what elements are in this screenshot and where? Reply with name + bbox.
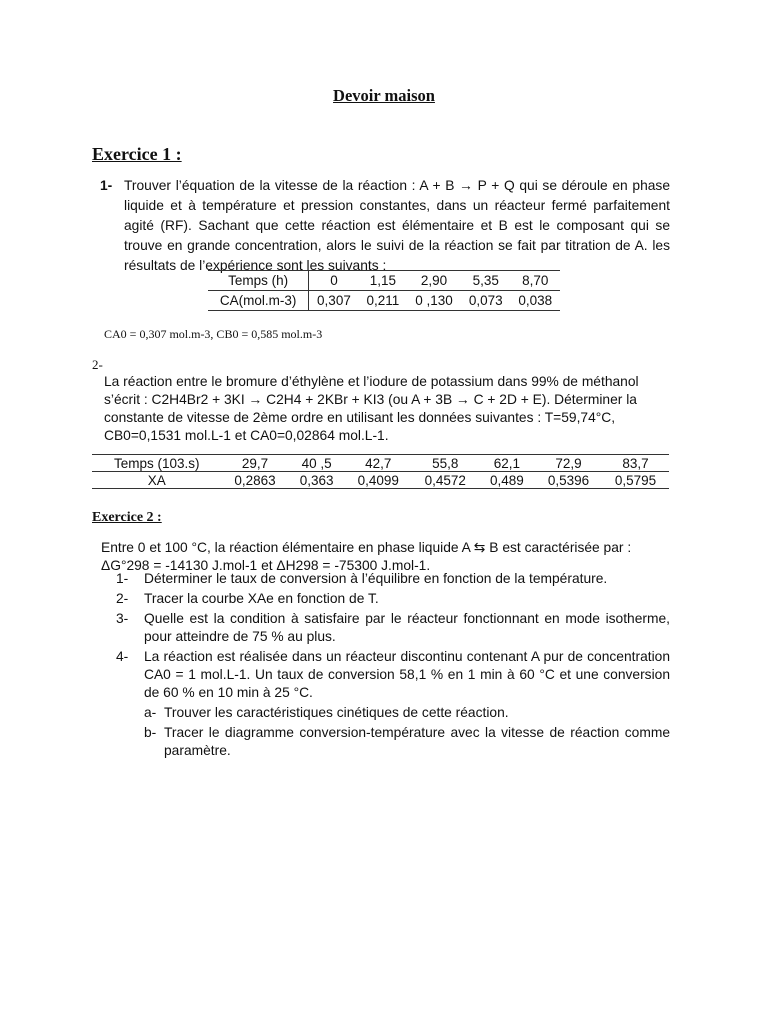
table-row-label: Temps (h) (208, 271, 309, 291)
table-cell: 83,7 (602, 455, 669, 472)
table-cell: 0,4572 (412, 472, 479, 489)
question2-data-table (92, 454, 669, 489)
table-cell: 2,90 (407, 271, 461, 291)
item-number: 2- (116, 591, 129, 606)
exercise1-question2 (104, 373, 670, 445)
exercise2-heading: Exercice 2 : (92, 510, 162, 525)
item-text: Tracer la courbe XAe en fonction de T. (144, 591, 379, 606)
table-cell: 42,7 (345, 455, 412, 472)
table-row-label: XA (92, 472, 222, 489)
list-item (116, 610, 670, 646)
question1-number: 1- (100, 178, 113, 193)
table-row-label: CA(mol.m-3) (208, 291, 309, 311)
table-cell: 40 ,5 (289, 455, 345, 472)
table-cell: 0,5795 (602, 472, 669, 489)
table-cell: 0,307 (309, 291, 359, 311)
intro-line: Entre 0 et 100 °C, la réaction élémentaire en phase liquide A ⇆ B est caractérisée par : (101, 540, 632, 555)
table-cell: 0 ,130 (407, 291, 461, 311)
table-cell: 0,038 (510, 291, 560, 311)
exercise1-heading: Exercice 1 : (92, 144, 182, 164)
table-row (92, 455, 669, 472)
question1-data-table (208, 270, 560, 311)
initial-concentrations: CA0 = 0,307 mol.m-3, CB0 = 0,585 mol.m-3 (104, 327, 323, 341)
item-text: La réaction est réalisée dans un réacteur discontinu contenant A pur de concentration CA0 = 1 mol.L-1. Un taux de conversion 58,1 % en 1 min à 60 °C et une conversion de 60 % en 10 min à 25 °C. (144, 649, 670, 700)
item-text: Déterminer le taux de conversion à l’équilibre en fonction de la température. (144, 571, 608, 586)
question2-line: La réaction entre le bromure d’éthylène et l’iodure de potassium dans 99% de méthanol (104, 374, 639, 389)
item-number: 1- (116, 571, 129, 586)
exercise2-question-list (116, 570, 670, 760)
table-cell: 55,8 (412, 455, 479, 472)
table-cell: 0,4099 (345, 472, 412, 489)
table-cell: 0,2863 (222, 472, 289, 489)
table-cell: 72,9 (535, 455, 602, 472)
question2-line: constante de vitesse de 2ème ordre en utilisant les données suivantes : T=59,74°C, (104, 410, 616, 425)
table-cell: 0,211 (359, 291, 407, 311)
table-row (208, 291, 560, 311)
table-cell: 0,073 (461, 291, 511, 311)
table-cell: 62,1 (479, 455, 535, 472)
sub-item-letter: b- (144, 725, 157, 740)
list-item (116, 590, 670, 608)
sub-item-text: Tracer le diagramme conversion-température avec la vitesse de réaction comme paramètre. (164, 725, 670, 758)
table-cell: 8,70 (510, 271, 560, 291)
question1-text: Trouver l’équation de la vitesse de la réaction : A + B → P + Q qui se déroule en phase liquide et à température et pression constantes, dans un réacteur fermé parfaitement agité (RF). Sachant que cette réaction est élémentaire et B est le composant qui se trouve en grande concentration, alors le suivi de la réaction se fait par titration de A. les résultats de l’expérience sont les suivants : (124, 178, 670, 273)
item-number: 3- (116, 611, 129, 626)
table-row (208, 271, 560, 291)
question2-line: s’écrit : C2H4Br2 + 3KI → C2H4 + 2KBr + KI3 (ou A + 3B → C + 2D + E). Déterminer la (104, 392, 637, 407)
sub-item-letter: a- (144, 705, 157, 720)
table-cell: 0,5396 (535, 472, 602, 489)
table-cell: 0,363 (289, 472, 345, 489)
sub-list-item (116, 724, 670, 760)
item-number: 4- (116, 649, 129, 664)
table-cell: 0,489 (479, 472, 535, 489)
intro-line: ΔG°298 = -14130 J.mol-1 et ΔH298 = -75300 J.mol-1. (101, 558, 431, 573)
table-cell: 5,35 (461, 271, 511, 291)
table-row (92, 472, 669, 489)
question2-number: 2- (92, 357, 103, 372)
list-item (116, 648, 670, 702)
sub-item-text: Trouver les caractéristiques cinétiques de cette réaction. (164, 705, 509, 720)
table-cell: 1,15 (359, 271, 407, 291)
question2-line: CB0=0,1531 mol.L-1 et CA0=0,02864 mol.L-1. (104, 428, 389, 443)
exercise1-question1 (100, 176, 670, 276)
table-cell: 0 (309, 271, 359, 291)
list-item (116, 570, 670, 588)
page-title: Devoir maison (333, 86, 435, 105)
table-row-label: Temps (103.s) (92, 455, 222, 472)
table-cell: 29,7 (222, 455, 289, 472)
item-text: Quelle est la condition à satisfaire par le réacteur fonctionnant en mode isotherme, pour atteindre de 75 % au plus. (144, 611, 670, 644)
sub-list-item (116, 704, 670, 722)
